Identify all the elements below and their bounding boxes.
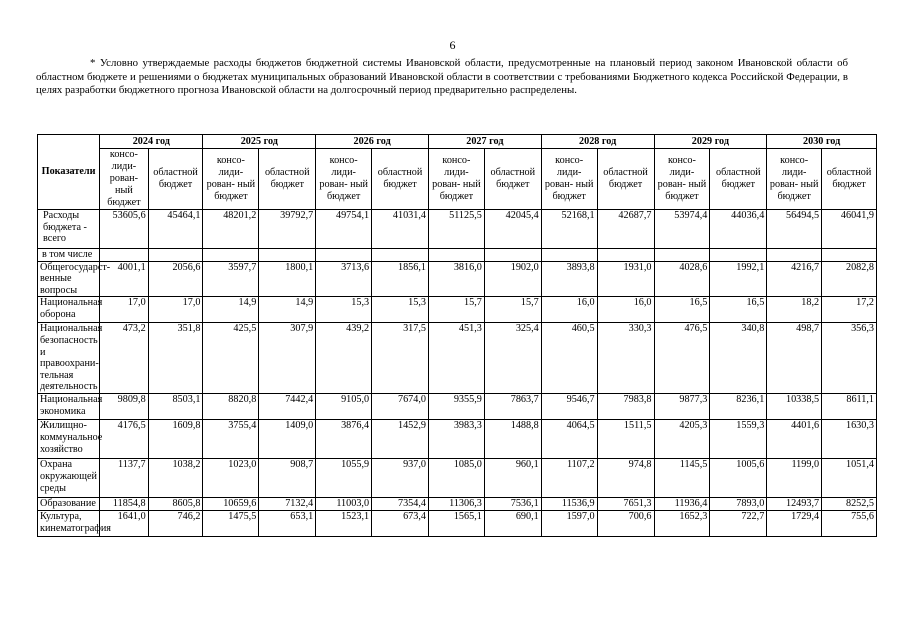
regional-value-cell: 2082,8 — [822, 261, 877, 297]
table-row — [38, 249, 877, 262]
consolidated-value-cell: 473,2 — [100, 323, 148, 394]
regional-value-cell — [148, 249, 203, 262]
regional-value-cell: 17,0 — [148, 297, 203, 323]
consolidated-value-cell: 3983,3 — [428, 420, 484, 459]
consolidated-value-cell: 49754,1 — [316, 210, 372, 249]
consolidated-budget-header: консо- лиди- рован- ный бюджет — [654, 149, 710, 210]
consolidated-value-cell: 15,7 — [428, 297, 484, 323]
consolidated-budget-header: консо- лиди- рован- ный бюджет — [100, 149, 148, 210]
consolidated-value-cell: 16,0 — [541, 297, 597, 323]
regional-value-cell: 1800,1 — [259, 261, 316, 297]
regional-value-cell: 330,3 — [597, 323, 654, 394]
regional-value-cell: 1630,3 — [822, 420, 877, 459]
regional-value-cell: 7674,0 — [372, 394, 429, 420]
regional-value-cell — [259, 249, 316, 262]
regional-value-cell: 7893,0 — [710, 498, 767, 511]
regional-value-cell: 1409,0 — [259, 420, 316, 459]
regional-value-cell: 1452,9 — [372, 420, 429, 459]
consolidated-value-cell: 3597,7 — [203, 261, 259, 297]
regional-value-cell: 755,6 — [822, 511, 877, 537]
consolidated-value-cell: 48201,2 — [203, 210, 259, 249]
row-label: Образование — [38, 498, 100, 511]
row-label: Охрана окружающей среды — [38, 459, 100, 498]
year-header: 2028 год — [541, 135, 654, 149]
regional-value-cell: 7442,4 — [259, 394, 316, 420]
consolidated-value-cell: 1145,5 — [654, 459, 710, 498]
regional-value-cell: 7536,1 — [484, 498, 541, 511]
consolidated-value-cell — [316, 249, 372, 262]
regional-value-cell: 8503,1 — [148, 394, 203, 420]
consolidated-value-cell: 1729,4 — [767, 511, 822, 537]
regional-value-cell: 7132,4 — [259, 498, 316, 511]
table-header — [38, 135, 877, 210]
regional-value-cell: 937,0 — [372, 459, 429, 498]
consolidated-budget-header: консо- лиди- рован- ный бюджет — [203, 149, 259, 210]
consolidated-value-cell — [654, 249, 710, 262]
regional-value-cell: 8252,5 — [822, 498, 877, 511]
row-label: в том числе — [38, 249, 100, 262]
regional-value-cell: 8611,1 — [822, 394, 877, 420]
consolidated-value-cell: 4064,5 — [541, 420, 597, 459]
regional-value-cell: 1051,4 — [822, 459, 877, 498]
consolidated-value-cell: 11854,8 — [100, 498, 148, 511]
year-header: 2029 год — [654, 135, 767, 149]
consolidated-value-cell: 9809,8 — [100, 394, 148, 420]
consolidated-value-cell: 9877,3 — [654, 394, 710, 420]
year-header: 2024 год — [100, 135, 203, 149]
regional-value-cell: 1488,8 — [484, 420, 541, 459]
consolidated-value-cell: 53974,4 — [654, 210, 710, 249]
budget-type-header-row — [38, 149, 877, 210]
regional-value-cell: 974,8 — [597, 459, 654, 498]
consolidated-value-cell: 498,7 — [767, 323, 822, 394]
consolidated-value-cell: 53605,6 — [100, 210, 148, 249]
consolidated-value-cell: 4001,1 — [100, 261, 148, 297]
row-label: Жилищно- коммунальное хозяйство — [38, 420, 100, 459]
regional-value-cell: 42687,7 — [597, 210, 654, 249]
regional-value-cell: 39792,7 — [259, 210, 316, 249]
consolidated-value-cell: 3893,8 — [541, 261, 597, 297]
consolidated-value-cell: 11003,0 — [316, 498, 372, 511]
consolidated-value-cell: 1475,5 — [203, 511, 259, 537]
consolidated-value-cell: 8820,8 — [203, 394, 259, 420]
table-body — [38, 210, 877, 537]
row-label: Культура, кинематография — [38, 511, 100, 537]
row-label: Национальная безопасность и правоохрани- тельная деятельность — [38, 323, 100, 394]
consolidated-value-cell: 10338,5 — [767, 394, 822, 420]
table-row — [38, 498, 877, 511]
consolidated-value-cell: 3713,6 — [316, 261, 372, 297]
consolidated-value-cell: 460,5 — [541, 323, 597, 394]
regional-value-cell: 42045,4 — [484, 210, 541, 249]
consolidated-value-cell: 3816,0 — [428, 261, 484, 297]
regional-value-cell: 15,7 — [484, 297, 541, 323]
regional-value-cell: 46041,9 — [822, 210, 877, 249]
consolidated-value-cell: 9355,9 — [428, 394, 484, 420]
regional-value-cell: 41031,4 — [372, 210, 429, 249]
consolidated-value-cell: 425,5 — [203, 323, 259, 394]
regional-budget-header: областной бюджет — [710, 149, 767, 210]
consolidated-value-cell: 1652,3 — [654, 511, 710, 537]
consolidated-value-cell — [541, 249, 597, 262]
regional-value-cell: 17,2 — [822, 297, 877, 323]
regional-value-cell: 16,5 — [710, 297, 767, 323]
regional-value-cell: 8236,1 — [710, 394, 767, 420]
consolidated-budget-header: консо- лиди- рован- ный бюджет — [767, 149, 822, 210]
regional-value-cell: 1559,3 — [710, 420, 767, 459]
consolidated-value-cell: 18,2 — [767, 297, 822, 323]
consolidated-budget-header: консо- лиди- рован- ный бюджет — [541, 149, 597, 210]
regional-value-cell: 690,1 — [484, 511, 541, 537]
regional-value-cell: 45464,1 — [148, 210, 203, 249]
consolidated-value-cell: 9546,7 — [541, 394, 597, 420]
consolidated-value-cell: 1055,9 — [316, 459, 372, 498]
consolidated-value-cell: 4401,6 — [767, 420, 822, 459]
regional-value-cell — [710, 249, 767, 262]
year-header: 2026 год — [316, 135, 429, 149]
regional-value-cell: 14,9 — [259, 297, 316, 323]
consolidated-value-cell: 1023,0 — [203, 459, 259, 498]
regional-value-cell: 1005,6 — [710, 459, 767, 498]
consolidated-value-cell: 4176,5 — [100, 420, 148, 459]
budget-table — [37, 134, 877, 537]
consolidated-value-cell: 1199,0 — [767, 459, 822, 498]
consolidated-value-cell: 1597,0 — [541, 511, 597, 537]
regional-value-cell: 908,7 — [259, 459, 316, 498]
regional-value-cell: 317,5 — [372, 323, 429, 394]
regional-budget-header: областной бюджет — [372, 149, 429, 210]
table-row — [38, 261, 877, 297]
regional-value-cell: 700,6 — [597, 511, 654, 537]
consolidated-value-cell: 1641,0 — [100, 511, 148, 537]
consolidated-value-cell: 52168,1 — [541, 210, 597, 249]
regional-value-cell: 8605,8 — [148, 498, 203, 511]
consolidated-value-cell: 11936,4 — [654, 498, 710, 511]
regional-value-cell: 351,8 — [148, 323, 203, 394]
consolidated-value-cell: 14,9 — [203, 297, 259, 323]
regional-value-cell: 960,1 — [484, 459, 541, 498]
consolidated-value-cell: 11306,3 — [428, 498, 484, 511]
regional-value-cell — [484, 249, 541, 262]
regional-value-cell: 653,1 — [259, 511, 316, 537]
consolidated-value-cell — [203, 249, 259, 262]
regional-value-cell: 356,3 — [822, 323, 877, 394]
consolidated-value-cell: 12493,7 — [767, 498, 822, 511]
regional-value-cell: 673,4 — [372, 511, 429, 537]
consolidated-budget-header: консо- лиди- рован- ный бюджет — [428, 149, 484, 210]
year-header: 2030 год — [767, 135, 877, 149]
consolidated-value-cell: 10659,6 — [203, 498, 259, 511]
row-label: Национальная экономика — [38, 394, 100, 420]
consolidated-value-cell: 4216,7 — [767, 261, 822, 297]
regional-value-cell: 1511,5 — [597, 420, 654, 459]
row-label: Расходы бюджета - всего — [38, 210, 100, 249]
regional-value-cell: 44036,4 — [710, 210, 767, 249]
consolidated-value-cell: 15,3 — [316, 297, 372, 323]
regional-value-cell: 16,0 — [597, 297, 654, 323]
consolidated-value-cell — [100, 249, 148, 262]
regional-value-cell: 1856,1 — [372, 261, 429, 297]
regional-value-cell: 1038,2 — [148, 459, 203, 498]
indicator-header: Показатели — [38, 135, 100, 210]
consolidated-value-cell: 51125,5 — [428, 210, 484, 249]
regional-value-cell: 1609,8 — [148, 420, 203, 459]
consolidated-value-cell: 1565,1 — [428, 511, 484, 537]
regional-value-cell: 7354,4 — [372, 498, 429, 511]
consolidated-value-cell: 56494,5 — [767, 210, 822, 249]
regional-value-cell: 722,7 — [710, 511, 767, 537]
table-row — [38, 210, 877, 249]
consolidated-value-cell: 439,2 — [316, 323, 372, 394]
regional-value-cell — [372, 249, 429, 262]
regional-budget-header: областной бюджет — [259, 149, 316, 210]
regional-budget-header: областной бюджет — [822, 149, 877, 210]
table-row — [38, 323, 877, 394]
row-label: Общегосударст- венные вопросы — [38, 261, 100, 297]
page-number: 6 — [449, 38, 456, 52]
consolidated-value-cell: 1085,0 — [428, 459, 484, 498]
regional-budget-header: областной бюджет — [484, 149, 541, 210]
footnote: * Условно утверждаемые расходы бюджетов бюджетной системы Ивановской области, предусмотренные на плановый период законом Ивановской области об областном бюджете и решениями о бюджетах муниципальных образований Ивановской области в соответствии с требованиями Бюджетного кодекса Российской Федерации, в целях разработки бюджетного прогноза Ивановской области на долгосрочный период предварительно распределены. — [36, 57, 848, 97]
regional-value-cell: 1931,0 — [597, 261, 654, 297]
regional-budget-header: областной бюджет — [597, 149, 654, 210]
consolidated-value-cell: 451,3 — [428, 323, 484, 394]
consolidated-value-cell: 3876,4 — [316, 420, 372, 459]
regional-value-cell: 746,2 — [148, 511, 203, 537]
consolidated-value-cell: 4205,3 — [654, 420, 710, 459]
year-header: 2027 год — [428, 135, 541, 149]
consolidated-value-cell: 3755,4 — [203, 420, 259, 459]
consolidated-value-cell — [428, 249, 484, 262]
consolidated-value-cell: 17,0 — [100, 297, 148, 323]
regional-value-cell: 1992,1 — [710, 261, 767, 297]
regional-value-cell: 7651,3 — [597, 498, 654, 511]
regional-value-cell: 1902,0 — [484, 261, 541, 297]
table-row — [38, 394, 877, 420]
regional-value-cell: 15,3 — [372, 297, 429, 323]
table-row — [38, 297, 877, 323]
year-header: 2025 год — [203, 135, 316, 149]
consolidated-value-cell: 1137,7 — [100, 459, 148, 498]
regional-value-cell: 340,8 — [710, 323, 767, 394]
consolidated-value-cell — [767, 249, 822, 262]
table-row — [38, 420, 877, 459]
regional-budget-header: областной бюджет — [148, 149, 203, 210]
consolidated-value-cell: 4028,6 — [654, 261, 710, 297]
regional-value-cell — [822, 249, 877, 262]
year-header-row — [38, 135, 877, 149]
consolidated-value-cell: 11536,9 — [541, 498, 597, 511]
consolidated-value-cell: 1523,1 — [316, 511, 372, 537]
consolidated-value-cell: 9105,0 — [316, 394, 372, 420]
consolidated-value-cell: 476,5 — [654, 323, 710, 394]
table-row — [38, 511, 877, 537]
regional-value-cell: 307,9 — [259, 323, 316, 394]
consolidated-value-cell: 16,5 — [654, 297, 710, 323]
table-row — [38, 459, 877, 498]
regional-value-cell: 325,4 — [484, 323, 541, 394]
consolidated-budget-header: консо- лиди- рован- ный бюджет — [316, 149, 372, 210]
regional-value-cell — [597, 249, 654, 262]
regional-value-cell: 7983,8 — [597, 394, 654, 420]
regional-value-cell: 7863,7 — [484, 394, 541, 420]
row-label: Национальная оборона — [38, 297, 100, 323]
regional-value-cell: 2056,6 — [148, 261, 203, 297]
consolidated-value-cell: 1107,2 — [541, 459, 597, 498]
